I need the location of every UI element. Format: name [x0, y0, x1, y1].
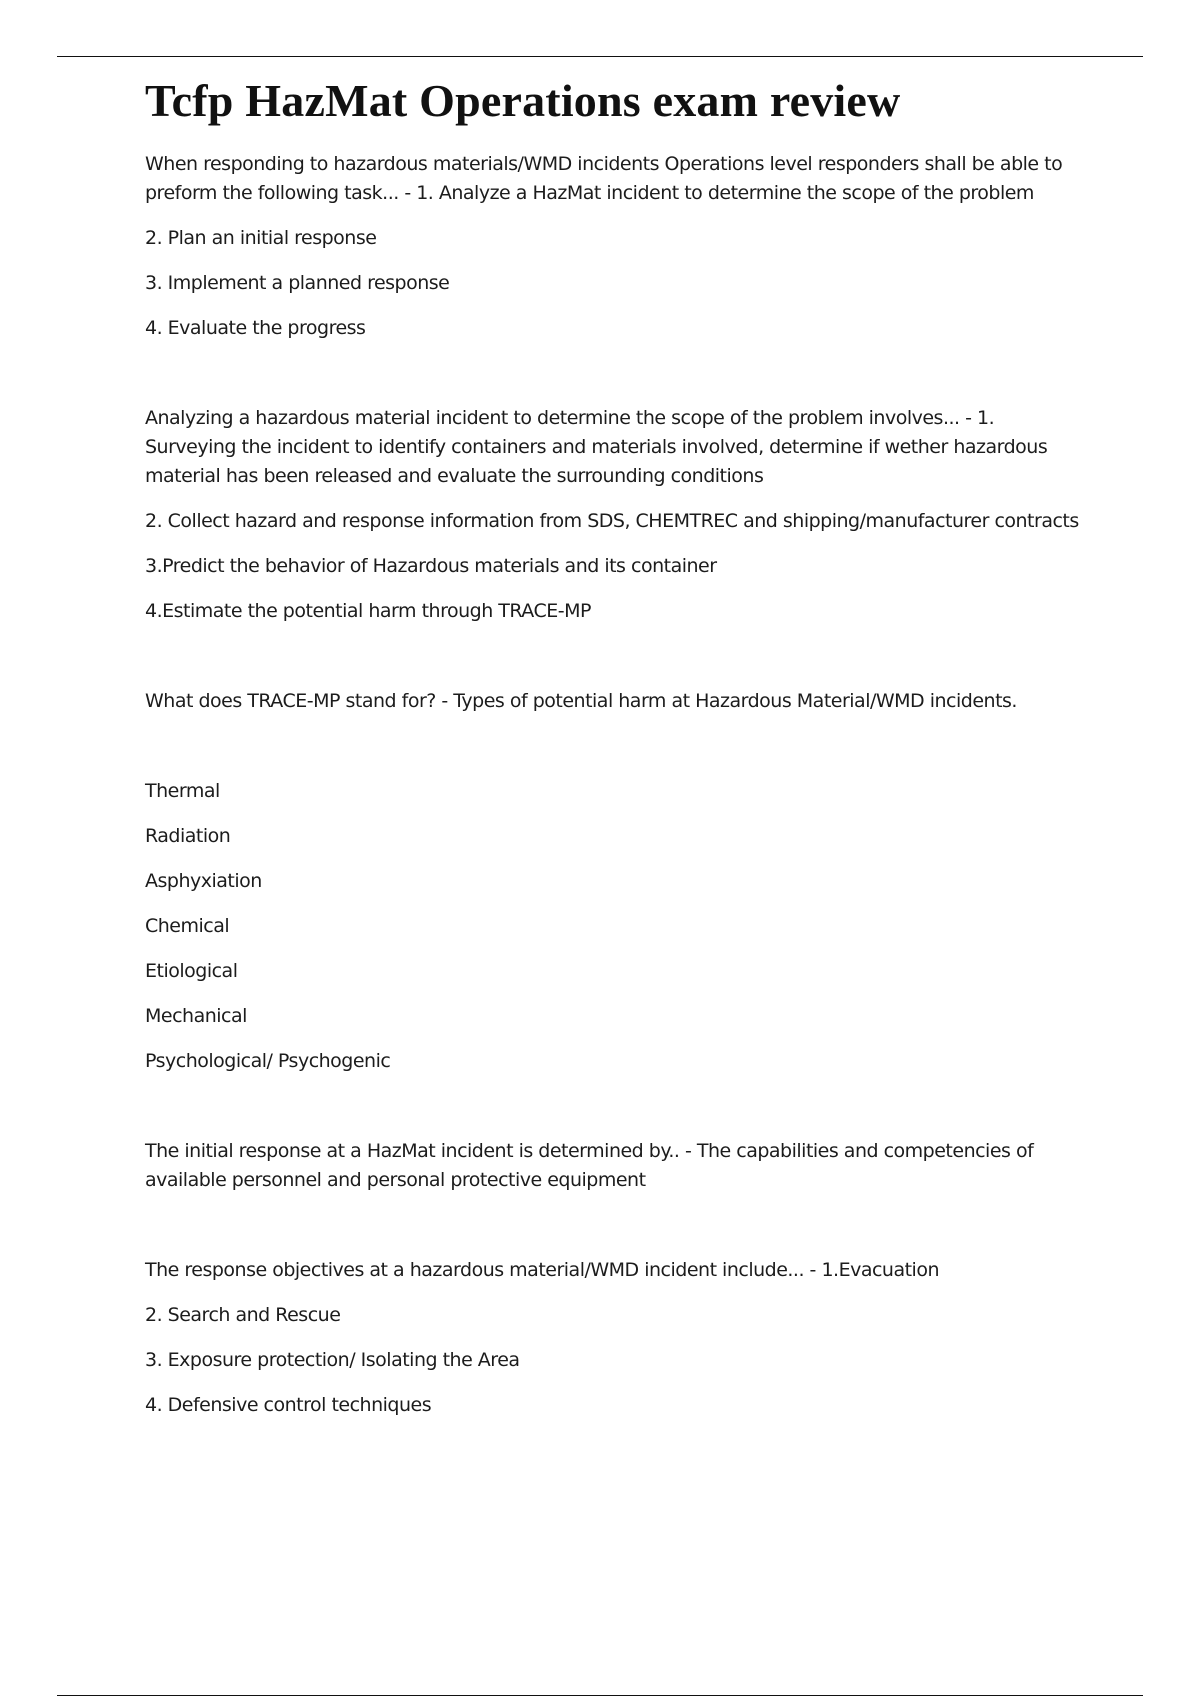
- paragraph: 4. Defensive control techniques: [145, 1394, 432, 1416]
- paragraph: 2. Collect hazard and response information from SDS, CHEMTREC and shipping/manufacturer contracts: [145, 510, 1079, 532]
- list-item: Radiation: [145, 825, 231, 847]
- document-body: [145, 70, 1085, 1436]
- bottom-rule: [57, 1695, 1143, 1696]
- list-item: Psychological/ Psychogenic: [145, 1050, 391, 1072]
- spacer: [145, 732, 1085, 777]
- paragraph: When responding to hazardous materials/WMD incidents Operations level responders shall be able to preform the following task... - 1. Analyze a HazMat incident to determine the scope of the problem: [145, 153, 1063, 204]
- paragraph: 2. Search and Rescue: [145, 1304, 341, 1326]
- question-block-response-objectives: [145, 1256, 1085, 1420]
- paragraph: 4.Estimate the potential harm through TRACE-MP: [145, 600, 591, 622]
- paragraph: Analyzing a hazardous material incident to determine the scope of the problem involves... - 1. Surveying the incident to identify containers and materials involved, determine if wether hazardous material has been released and evaluate the surrounding conditions: [145, 407, 1048, 487]
- spacer: [145, 1092, 1085, 1137]
- question-block-trace-mp: [145, 687, 1085, 716]
- document-title: Tcfp HazMat Operations exam review: [145, 75, 901, 126]
- list-item: Mechanical: [145, 1005, 247, 1027]
- list-item: Etiological: [145, 960, 238, 982]
- paragraph: 3.Predict the behavior of Hazardous materials and its container: [145, 555, 717, 577]
- top-rule: [57, 56, 1143, 57]
- list-item: Asphyxiation: [145, 870, 262, 892]
- paragraph: What does TRACE-MP stand for? - Types of potential harm at Hazardous Material/WMD incidents.: [145, 690, 1017, 712]
- paragraph: 2. Plan an initial response: [145, 227, 377, 249]
- paragraph: 3. Implement a planned response: [145, 272, 450, 294]
- spacer: [145, 642, 1085, 687]
- spacer: [145, 359, 1085, 404]
- list-item: Chemical: [145, 915, 230, 937]
- paragraph: The initial response at a HazMat incident is determined by.. - The capabilities and competencies of available personnel and personal protective equipment: [145, 1140, 1034, 1191]
- list-item: Thermal: [145, 780, 220, 802]
- paragraph: 3. Exposure protection/ Isolating the Area: [145, 1349, 520, 1371]
- question-block-initial-response: [145, 1137, 1085, 1195]
- trace-mp-list: [145, 777, 1085, 1076]
- spacer: [145, 1211, 1085, 1256]
- question-block-duties: [145, 150, 1085, 343]
- paragraph: The response objectives at a hazardous material/WMD incident include... - 1.Evacuation: [145, 1259, 939, 1281]
- paragraph: 4. Evaluate the progress: [145, 317, 366, 339]
- question-block-analyzing: [145, 404, 1085, 626]
